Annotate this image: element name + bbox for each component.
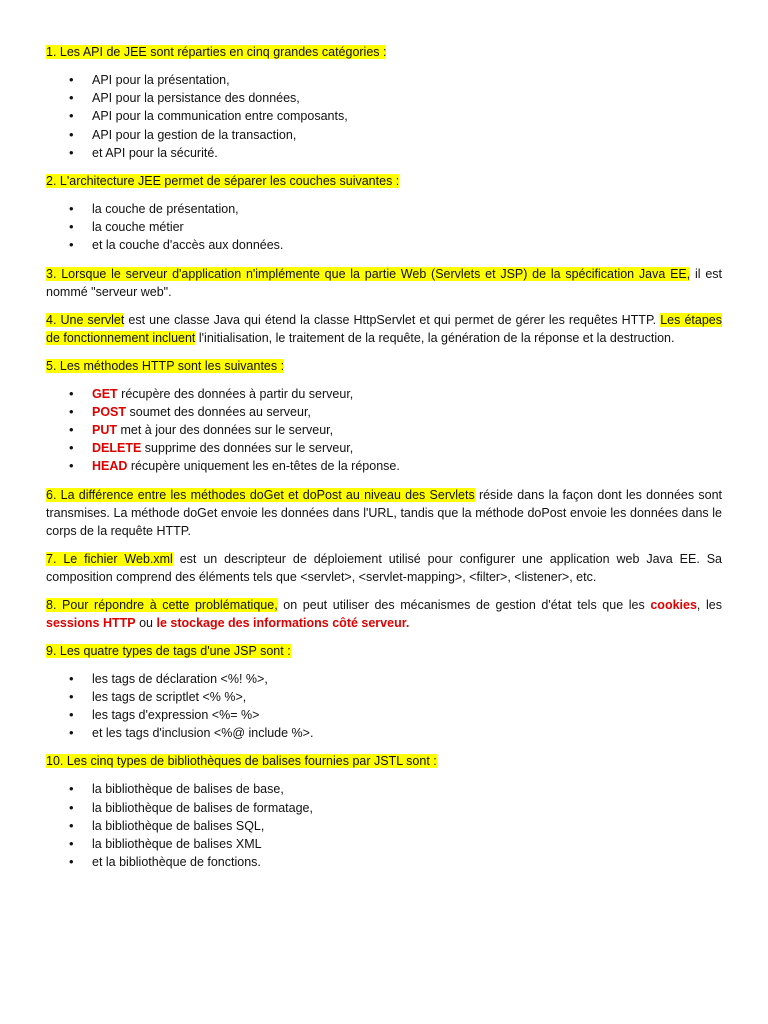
section-2-list — [46, 200, 722, 255]
http-method: PUT — [92, 423, 117, 438]
list-item: • les tags de scriptlet <% %>, — [46, 688, 722, 706]
list-item: • API pour la persistance des données, — [46, 89, 722, 107]
section-2-heading: 2. L'architecture JEE permet de séparer les couches suivantes : — [46, 174, 400, 189]
list-item: • les tags de déclaration <%! %>, — [46, 670, 722, 688]
section-8-paragraph: 8. Pour répondre à cette problématique, on peut utiliser des mécanismes de gestion d'état tels que les cookies, les sessions HTTP ou le stockage des informations côté serveur. — [46, 597, 722, 630]
http-method: HEAD — [92, 459, 128, 474]
list-item: • et les tags d'inclusion <%@ include %>. — [46, 724, 722, 742]
list-item: • la bibliothèque de balises de base, — [46, 780, 722, 798]
list-item: • API pour la présentation, — [46, 71, 722, 89]
section-10-list — [46, 780, 722, 871]
list-item: • la bibliothèque de balises XML — [46, 835, 722, 853]
list-item: • la couche métier — [46, 218, 722, 236]
section-5-heading: 5. Les méthodes HTTP sont les suivantes : — [46, 358, 285, 373]
list-item: • les tags d'expression <%= %> — [46, 706, 722, 724]
section-1-heading: 1. Les API de JEE sont réparties en cinq grandes catégories : — [46, 45, 387, 59]
section-9-list — [46, 670, 722, 743]
section-5-list — [46, 385, 722, 476]
list-item: • API pour la gestion de la transaction, — [46, 126, 722, 144]
section-10-heading: 10. Les cinq types de bibliothèques de balises fournies par JSTL sont : — [46, 754, 437, 769]
section-1-list — [46, 71, 722, 162]
list-item: • POST soumet des données au serveur, — [46, 403, 722, 421]
list-item: • DELETE supprime des données sur le serveur, — [46, 439, 722, 457]
section-9-heading: 9. Les quatre types de tags d'une JSP sont : — [46, 643, 291, 658]
list-item: • GET récupère des données à partir du serveur, — [46, 385, 722, 403]
http-method: GET — [92, 386, 118, 401]
http-method: DELETE — [92, 441, 142, 456]
section-6-paragraph: 6. La différence entre les méthodes doGet et doPost au niveau des Servlets réside dans la façon dont les données sont transmises. La méthode doGet envoie les données dans l'URL, tandis que la méthode doPost envoie les données dans le corps de la requête HTTP. — [46, 487, 722, 538]
list-item: • API pour la communication entre composants, — [46, 107, 722, 125]
list-item: • HEAD récupère uniquement les en-têtes de la réponse. — [46, 457, 722, 475]
list-item: • et la couche d'accès aux données. — [46, 236, 722, 254]
http-method: POST — [92, 404, 127, 419]
list-item: • et API pour la sécurité. — [46, 144, 722, 162]
list-item: • la bibliothèque de balises de formatage, — [46, 799, 722, 817]
section-3-paragraph: 3. Lorsque le serveur d'application n'implémente que la partie Web (Servlets et JSP) de la spécification Java EE, il est nommé "serveur web". — [46, 266, 722, 299]
list-item: • la bibliothèque de balises SQL, — [46, 817, 722, 835]
list-item: • et la bibliothèque de fonctions. — [46, 853, 722, 871]
list-item: • PUT met à jour des données sur le serveur, — [46, 421, 722, 439]
section-7-paragraph: 7. Le fichier Web.xml est un descripteur de déploiement utilisé pour configurer une application web Java EE. Sa composition comprend des éléments tels que <servlet>, <servlet-mapping>, <filter>, <listener>, etc. — [46, 551, 722, 584]
list-item: • la couche de présentation, — [46, 200, 722, 218]
section-4-paragraph: 4. Une servlet est une classe Java qui étend la classe HttpServlet et qui permet de gérer les requêtes HTTP. Les étapes de fonctionnement incluent l'initialisation, le traitement de la requête, la génération de la réponse et la destruction. — [46, 312, 722, 345]
